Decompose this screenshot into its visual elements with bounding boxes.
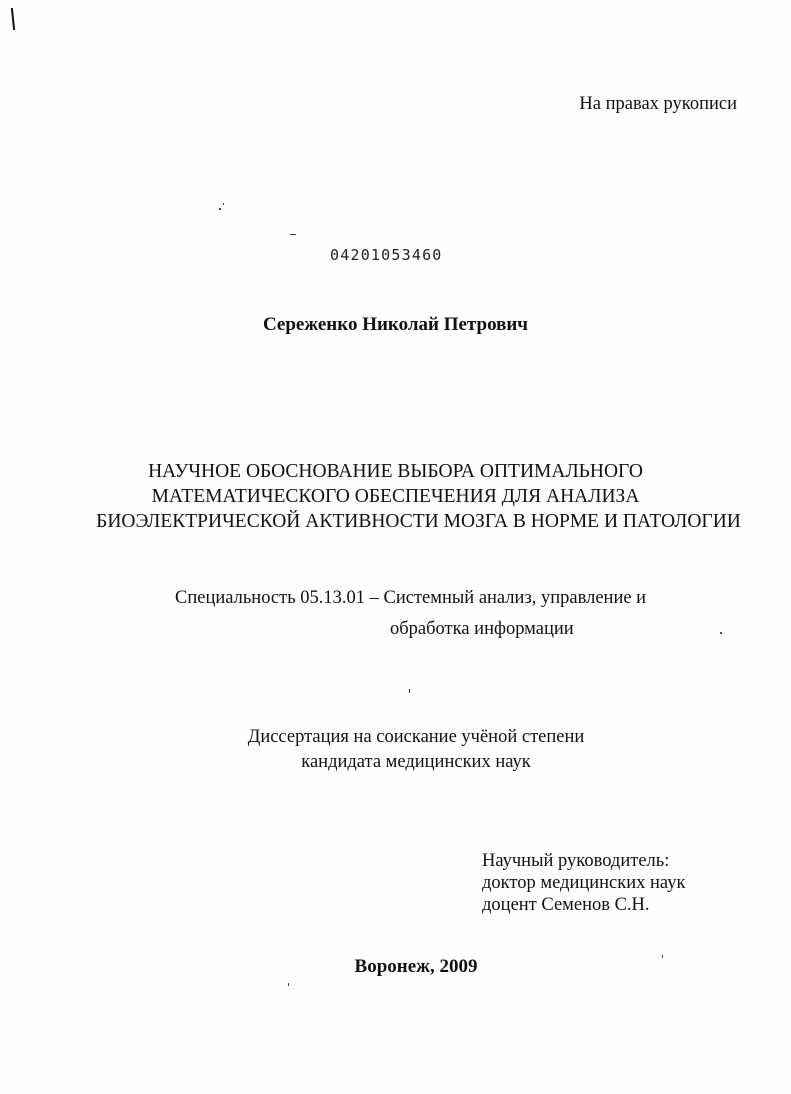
scan-speck: [288, 983, 289, 986]
rights-notice: На правах рукописи: [579, 94, 737, 114]
scan-speck: [720, 632, 722, 634]
document-code: 04201053460: [330, 246, 443, 264]
title-line: БИОЭЛЕКТРИЧЕСКОЙ АКТИВНОСТИ МОЗГА В НОРМЕ И ПАТОЛОГИИ: [96, 511, 741, 532]
scan-speck: [223, 203, 224, 205]
supervisor-label: Научный руководитель:: [482, 851, 670, 871]
scan-speck: [409, 689, 410, 693]
dissertation-degree: [0, 725, 791, 775]
supervisor-block: [482, 850, 685, 916]
degree-line: Диссертация на соискание учёной степени: [247, 727, 585, 747]
scan-speck: [219, 208, 221, 210]
city-year: Воронеж, 2009: [354, 956, 478, 977]
author-name: Сереженко Николай Петрович: [262, 314, 529, 335]
title-line: МАТЕМАТИЧЕСКОГО ОБЕСПЕЧЕНИЯ ДЛЯ АНАЛИЗА: [151, 486, 640, 507]
scan-artifact-mark: [11, 8, 15, 30]
specialty-line: Специальность 05.13.01 – Системный анализ, управление и: [175, 588, 647, 608]
supervisor-degree: доктор медицинских наук: [482, 873, 686, 893]
degree-line: кандидата медицинских наук: [301, 752, 531, 772]
dissertation-title: [0, 459, 791, 534]
supervisor-name: доцент Семенов С.Н.: [482, 895, 650, 915]
specialty-line-continuation: обработка информации: [390, 619, 574, 639]
scan-speck: [290, 234, 296, 235]
title-line: НАУЧНОЕ ОБОСНОВАНИЕ ВЫБОРА ОПТИМАЛЬНОГО: [148, 461, 643, 482]
